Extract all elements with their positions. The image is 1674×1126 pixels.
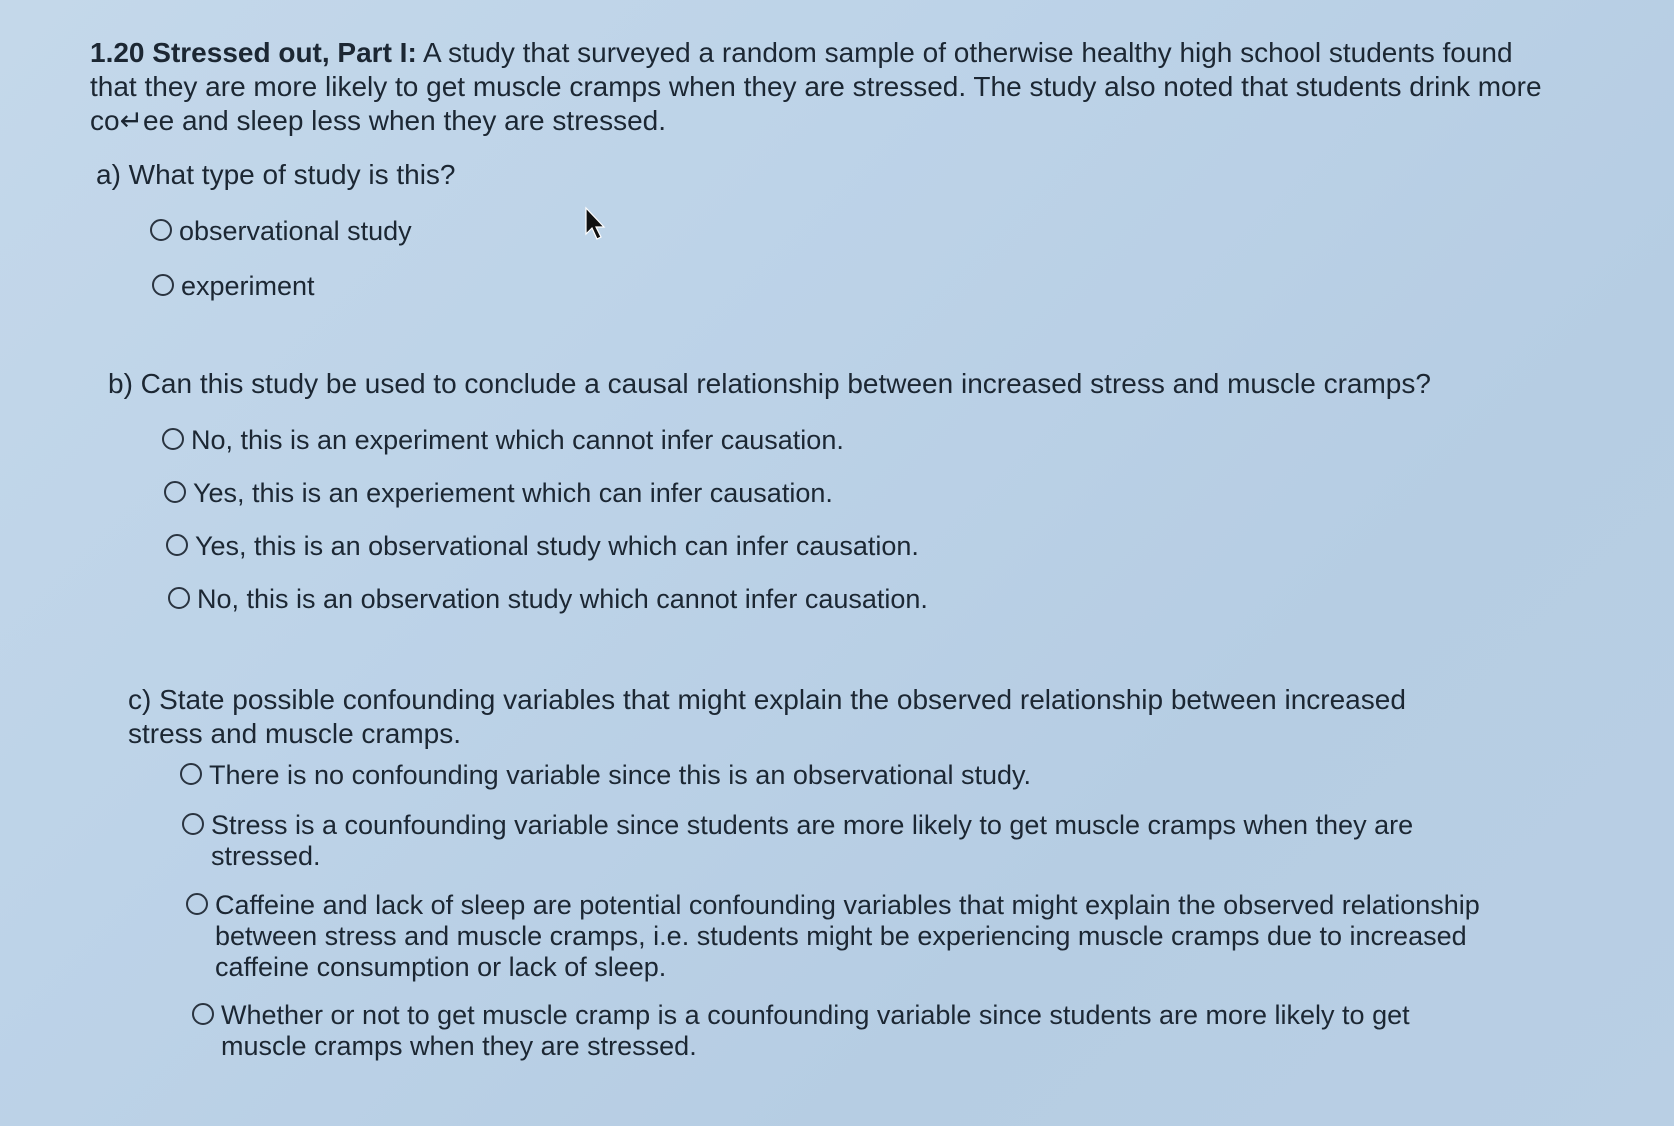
mouse-pointer-icon bbox=[584, 206, 608, 242]
part-c-option-4[interactable] bbox=[192, 1000, 1492, 1062]
radio-button-icon[interactable] bbox=[166, 534, 188, 556]
part-c-option-2[interactable] bbox=[182, 810, 1482, 872]
part-b-option-1[interactable] bbox=[162, 425, 844, 456]
option-label: Stress is a counfounding variable since students are more likely to get muscle cramps when they are stressed. bbox=[211, 810, 1414, 871]
option-label: Caffeine and lack of sleep are potential confounding variables that might explain the observed relationship between stress and muscle cramps, i.e. students might be experiencing muscle cramps due to increased caffeine consumption or lack of sleep. bbox=[215, 890, 1480, 982]
question-intro: A study that surveyed a random sample of otherwise healthy high school students found that they are more likely to get muscle cramps when they are stressed. The study also noted that students drink more co↵ee and sleep less when they are stressed. bbox=[90, 37, 1542, 136]
option-label: No, this is an observation study which cannot infer causation. bbox=[197, 584, 928, 614]
part-c-option-1[interactable] bbox=[180, 760, 1031, 791]
radio-button-icon[interactable] bbox=[152, 274, 174, 296]
radio-button-icon[interactable] bbox=[182, 813, 204, 835]
part-a-option-observational[interactable] bbox=[150, 216, 412, 247]
part-c-option-3[interactable] bbox=[186, 890, 1486, 983]
option-label: There is no confounding variable since this is an observational study. bbox=[209, 760, 1031, 790]
option-label: experiment bbox=[181, 271, 315, 301]
part-b-prompt: b) Can this study be used to conclude a causal relationship between increased stress and muscle cramps? bbox=[108, 368, 1431, 399]
part-b-option-2[interactable] bbox=[164, 478, 833, 509]
radio-button-icon[interactable] bbox=[192, 1003, 214, 1025]
part-b-option-3[interactable] bbox=[166, 531, 919, 562]
radio-button-icon[interactable] bbox=[186, 893, 208, 915]
question-header bbox=[90, 36, 1560, 138]
part-a-prompt: a) What type of study is this? bbox=[96, 159, 456, 190]
radio-button-icon[interactable] bbox=[150, 219, 172, 241]
question-title: 1.20 Stressed out, Part I: bbox=[90, 37, 417, 68]
radio-button-icon[interactable] bbox=[162, 428, 184, 450]
part-c-prompt: c) State possible confounding variables that might explain the observed relationship between increased stress and muscle cramps. bbox=[128, 684, 1406, 749]
option-label: observational study bbox=[179, 216, 412, 246]
part-a-option-experiment[interactable] bbox=[152, 271, 315, 302]
option-label: Whether or not to get muscle cramp is a counfounding variable since students are more likely to get muscle cramps when they are stressed. bbox=[221, 1000, 1410, 1061]
radio-button-icon[interactable] bbox=[164, 481, 186, 503]
radio-button-icon[interactable] bbox=[168, 587, 190, 609]
radio-button-icon[interactable] bbox=[180, 763, 202, 785]
option-label: Yes, this is an observational study which can infer causation. bbox=[195, 531, 919, 561]
option-label: Yes, this is an experiement which can infer causation. bbox=[193, 478, 833, 508]
option-label: No, this is an experiment which cannot infer causation. bbox=[191, 425, 844, 455]
part-b-option-4[interactable] bbox=[168, 584, 928, 615]
